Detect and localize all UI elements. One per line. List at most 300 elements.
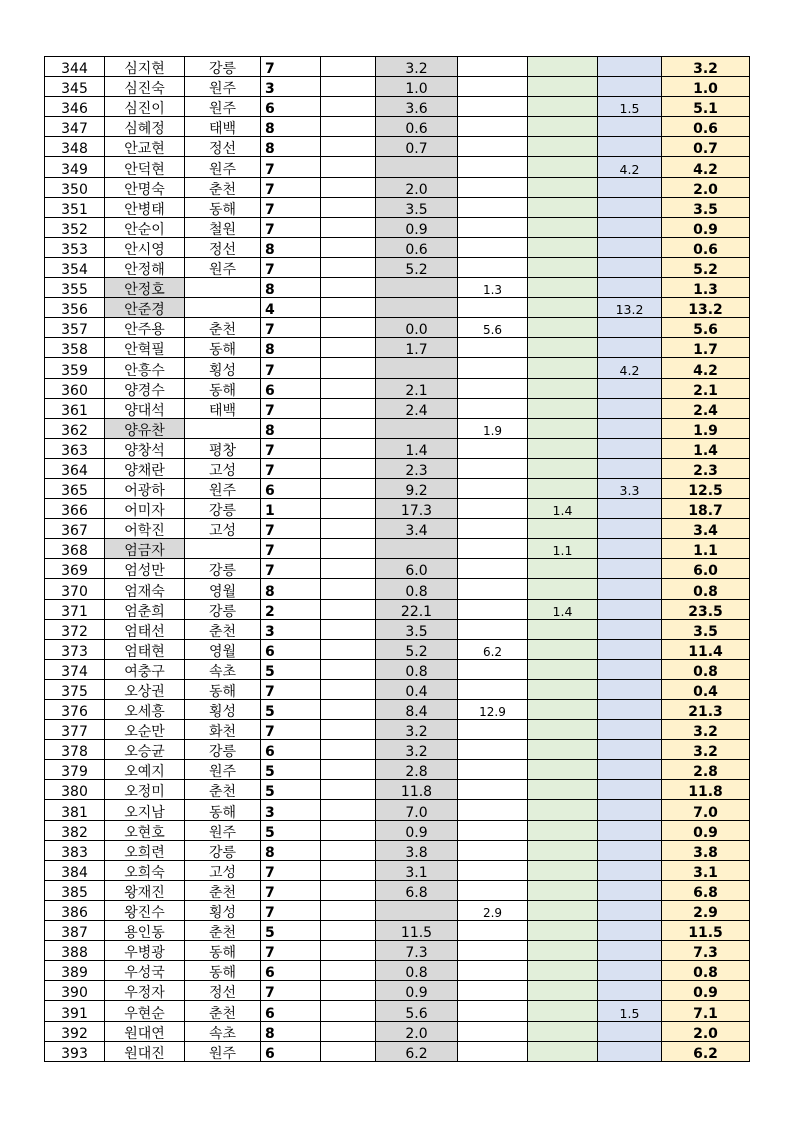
row-number: 347 xyxy=(61,121,88,137)
region-cell xyxy=(185,961,261,981)
table-row xyxy=(45,700,750,720)
value-2-cell xyxy=(458,177,528,197)
total: 4.2 xyxy=(693,161,718,178)
region-cell xyxy=(185,1021,261,1041)
total-cell xyxy=(662,157,750,177)
region-cell xyxy=(185,740,261,760)
table-row xyxy=(45,800,750,820)
value-2-cell xyxy=(458,961,528,981)
value-1-cell xyxy=(376,458,458,478)
total-cell xyxy=(662,1041,750,1061)
region: 동해 xyxy=(208,382,237,399)
region: 동해 xyxy=(208,965,237,981)
total: 7.0 xyxy=(693,804,718,821)
person-name: 안덕현 xyxy=(124,161,165,178)
value-2: 12.9 xyxy=(479,705,506,720)
table-row xyxy=(45,559,750,579)
grade: 8 xyxy=(265,422,275,439)
row-number-cell xyxy=(45,559,105,579)
region: 원주 xyxy=(208,764,237,780)
total: 0.6 xyxy=(693,241,718,258)
total-cell xyxy=(662,438,750,458)
grade-cell xyxy=(261,1001,321,1021)
total-cell xyxy=(662,820,750,840)
person-name: 안병태 xyxy=(124,201,165,218)
grade-cell xyxy=(261,760,321,780)
row-number: 386 xyxy=(61,905,88,921)
grade: 5 xyxy=(265,784,275,800)
total: 11.5 xyxy=(688,925,723,941)
value-1: 2.0 xyxy=(405,1025,428,1042)
person-name: 어광하 xyxy=(124,483,165,499)
value-1: 0.7 xyxy=(405,141,428,157)
value-3-cell xyxy=(528,639,598,659)
person-name: 원대진 xyxy=(124,1045,165,1062)
table-row xyxy=(45,157,750,177)
row-number-cell xyxy=(45,318,105,338)
table-row xyxy=(45,981,750,1001)
region-cell xyxy=(185,679,261,699)
value-1: 3.2 xyxy=(405,61,428,77)
row-number-cell xyxy=(45,800,105,820)
grade-cell xyxy=(261,880,321,900)
value-1-cell xyxy=(376,97,458,117)
total-cell xyxy=(662,981,750,1001)
value-3-cell xyxy=(528,519,598,539)
row-number: 381 xyxy=(61,804,88,821)
total-cell xyxy=(662,860,750,880)
row-number-cell xyxy=(45,961,105,981)
grade-cell xyxy=(261,117,321,137)
region-cell xyxy=(185,659,261,679)
value-3-cell xyxy=(528,559,598,579)
person-name-cell xyxy=(105,237,185,257)
value-1: 0.8 xyxy=(405,583,428,600)
grade-cell xyxy=(261,519,321,539)
person-name-cell xyxy=(105,559,185,579)
grade: 8 xyxy=(265,282,275,298)
region-cell xyxy=(185,57,261,77)
blank-cell-cell xyxy=(321,237,376,257)
person-name: 양대석 xyxy=(124,402,165,419)
person-name-cell xyxy=(105,438,185,458)
value-3-cell xyxy=(528,659,598,679)
region-cell xyxy=(185,478,261,498)
grade: 7 xyxy=(265,462,275,479)
value-1: 17.3 xyxy=(400,503,433,519)
grade: 7 xyxy=(265,523,275,539)
blank-cell-cell xyxy=(321,278,376,298)
person-name-cell xyxy=(105,157,185,177)
value-2-cell xyxy=(458,679,528,699)
value-1: 8.4 xyxy=(405,704,428,720)
value-2-cell xyxy=(458,740,528,760)
person-name-cell xyxy=(105,961,185,981)
region: 동해 xyxy=(208,342,237,358)
value-4-cell xyxy=(598,539,662,559)
region: 원주 xyxy=(208,262,237,278)
value-1-cell xyxy=(376,740,458,760)
value-1-cell xyxy=(376,217,458,237)
value-1-cell xyxy=(376,499,458,519)
person-name: 안주용 xyxy=(124,322,165,338)
value-2-cell xyxy=(458,298,528,318)
person-name: 우정자 xyxy=(124,985,165,1001)
blank-cell-cell xyxy=(321,478,376,498)
value-3-cell xyxy=(528,257,598,277)
value-3-cell xyxy=(528,318,598,338)
region-cell xyxy=(185,820,261,840)
grade: 7 xyxy=(265,201,275,218)
blank-cell-cell xyxy=(321,157,376,177)
blank-cell-cell xyxy=(321,941,376,961)
value-3-cell xyxy=(528,720,598,740)
total: 0.9 xyxy=(693,221,718,238)
person-name-cell xyxy=(105,840,185,860)
value-2-cell xyxy=(458,1041,528,1061)
value-4-cell xyxy=(598,720,662,740)
total-cell xyxy=(662,57,750,77)
grade: 5 xyxy=(265,925,275,941)
table-row xyxy=(45,639,750,659)
total: 11.4 xyxy=(688,643,723,660)
value-1-cell xyxy=(376,820,458,840)
row-number-cell xyxy=(45,639,105,659)
table-row xyxy=(45,740,750,760)
value-1: 0.9 xyxy=(405,824,428,841)
grade-cell xyxy=(261,217,321,237)
row-number: 379 xyxy=(61,764,88,780)
value-1-cell xyxy=(376,1041,458,1061)
grade: 3 xyxy=(265,81,275,97)
value-3-cell xyxy=(528,499,598,519)
value-2-cell xyxy=(458,880,528,900)
person-name-cell xyxy=(105,318,185,338)
value-3-cell xyxy=(528,97,598,117)
person-name-cell xyxy=(105,117,185,137)
person-name-cell xyxy=(105,1041,185,1061)
blank-cell-cell xyxy=(321,298,376,318)
total-cell xyxy=(662,539,750,559)
region: 고성 xyxy=(208,523,237,539)
region-cell xyxy=(185,458,261,478)
value-4-cell xyxy=(598,921,662,941)
total-cell xyxy=(662,197,750,217)
value-1: 3.5 xyxy=(405,623,428,640)
person-name-cell xyxy=(105,860,185,880)
value-4-cell xyxy=(598,499,662,519)
region: 강릉 xyxy=(208,503,237,519)
value-3-cell xyxy=(528,860,598,880)
blank-cell-cell xyxy=(321,358,376,378)
person-name: 여충구 xyxy=(124,663,165,680)
grade: 6 xyxy=(265,483,275,499)
value-1-cell xyxy=(376,941,458,961)
value-1: 0.9 xyxy=(405,221,428,238)
value-3-cell xyxy=(528,599,598,619)
value-3-cell xyxy=(528,117,598,137)
blank-cell-cell xyxy=(321,438,376,458)
value-1: 5.2 xyxy=(405,643,428,660)
value-1: 5.2 xyxy=(405,262,428,278)
region-cell xyxy=(185,418,261,438)
row-number-cell xyxy=(45,740,105,760)
person-name-cell xyxy=(105,77,185,97)
value-3-cell xyxy=(528,780,598,800)
grade: 5 xyxy=(265,704,275,720)
total-cell xyxy=(662,840,750,860)
row-number-cell xyxy=(45,619,105,639)
grade: 7 xyxy=(265,724,275,740)
blank-cell-cell xyxy=(321,961,376,981)
person-name-cell xyxy=(105,981,185,1001)
region: 속초 xyxy=(208,1025,237,1042)
value-4-cell xyxy=(598,298,662,318)
value-4: 3.3 xyxy=(619,483,640,499)
row-number-cell xyxy=(45,941,105,961)
blank-cell-cell xyxy=(321,900,376,920)
value-3-cell xyxy=(528,217,598,237)
value-3-cell xyxy=(528,237,598,257)
value-2-cell xyxy=(458,800,528,820)
table-row xyxy=(45,599,750,619)
value-4-cell xyxy=(598,438,662,458)
value-1-cell xyxy=(376,659,458,679)
value-2-cell xyxy=(458,941,528,961)
region: 태백 xyxy=(208,121,237,137)
value-2-cell xyxy=(458,318,528,338)
value-1-cell xyxy=(376,559,458,579)
value-2-cell xyxy=(458,97,528,117)
total-cell xyxy=(662,458,750,478)
region: 강릉 xyxy=(208,844,237,861)
blank-cell-cell xyxy=(321,217,376,237)
person-name-cell xyxy=(105,619,185,639)
blank-cell-cell xyxy=(321,700,376,720)
total: 3.8 xyxy=(693,844,718,861)
person-name-cell xyxy=(105,880,185,900)
region-cell xyxy=(185,519,261,539)
grade: 1 xyxy=(265,503,275,519)
table-row xyxy=(45,499,750,519)
blank-cell-cell xyxy=(321,318,376,338)
value-4-cell xyxy=(598,599,662,619)
value-3-cell xyxy=(528,137,598,157)
table-row xyxy=(45,820,750,840)
total: 0.7 xyxy=(693,141,718,157)
region: 강릉 xyxy=(208,61,237,77)
total-cell xyxy=(662,278,750,298)
person-name-cell xyxy=(105,57,185,77)
value-1-cell xyxy=(376,197,458,217)
person-name: 심지현 xyxy=(124,61,165,77)
region-cell xyxy=(185,1001,261,1021)
value-4-cell xyxy=(598,559,662,579)
table-row xyxy=(45,619,750,639)
row-number-cell xyxy=(45,659,105,679)
value-2-cell xyxy=(458,700,528,720)
table-row xyxy=(45,840,750,860)
value-2-cell xyxy=(458,278,528,298)
value-2-cell xyxy=(458,117,528,137)
table-row xyxy=(45,1021,750,1041)
region-cell xyxy=(185,639,261,659)
grade: 8 xyxy=(265,121,275,137)
value-4-cell xyxy=(598,1001,662,1021)
blank-cell-cell xyxy=(321,559,376,579)
value-1: 11.5 xyxy=(400,925,433,941)
row-number: 389 xyxy=(61,965,88,981)
region-cell xyxy=(185,237,261,257)
value-3-cell xyxy=(528,77,598,97)
row-number: 361 xyxy=(61,402,88,419)
value-1-cell xyxy=(376,760,458,780)
value-1: 2.8 xyxy=(405,764,428,780)
value-1-cell xyxy=(376,478,458,498)
value-1: 22.1 xyxy=(400,603,433,620)
value-1-cell xyxy=(376,318,458,338)
grade: 5 xyxy=(265,663,275,680)
value-4-cell xyxy=(598,318,662,338)
region: 동해 xyxy=(208,201,237,218)
value-3-cell xyxy=(528,157,598,177)
value-1-cell xyxy=(376,1021,458,1041)
person-name: 오희숙 xyxy=(124,864,165,881)
value-3-cell xyxy=(528,961,598,981)
grade: 5 xyxy=(265,764,275,780)
table-row xyxy=(45,237,750,257)
table-row xyxy=(45,278,750,298)
value-2-cell xyxy=(458,197,528,217)
total: 0.9 xyxy=(693,824,718,841)
grade: 6 xyxy=(265,101,275,117)
person-name-cell xyxy=(105,800,185,820)
value-1: 7.3 xyxy=(405,945,428,961)
value-1: 6.8 xyxy=(405,884,428,901)
blank-cell-cell xyxy=(321,77,376,97)
region-cell xyxy=(185,720,261,740)
value-1-cell xyxy=(376,720,458,740)
row-number: 349 xyxy=(61,161,88,178)
blank-cell-cell xyxy=(321,458,376,478)
value-2-cell xyxy=(458,1021,528,1041)
value-2-cell xyxy=(458,217,528,237)
region-cell xyxy=(185,137,261,157)
region-cell xyxy=(185,599,261,619)
blank-cell-cell xyxy=(321,619,376,639)
value-3-cell xyxy=(528,398,598,418)
person-name: 안정해 xyxy=(124,262,165,278)
region-cell xyxy=(185,257,261,277)
person-name: 안흥수 xyxy=(124,362,165,378)
value-3-cell xyxy=(528,921,598,941)
person-name: 엄금자 xyxy=(124,543,165,559)
grade: 8 xyxy=(265,583,275,600)
total-cell xyxy=(662,720,750,740)
value-3-cell xyxy=(528,278,598,298)
person-name: 오희련 xyxy=(124,844,165,861)
total: 4.2 xyxy=(693,362,718,378)
region-cell xyxy=(185,197,261,217)
row-number: 354 xyxy=(61,262,88,278)
blank-cell-cell xyxy=(321,378,376,398)
table-row xyxy=(45,519,750,539)
value-1-cell xyxy=(376,77,458,97)
value-2: 2.9 xyxy=(482,906,503,921)
value-1-cell xyxy=(376,177,458,197)
person-name-cell xyxy=(105,177,185,197)
row-number-cell xyxy=(45,77,105,97)
region: 원주 xyxy=(208,101,237,117)
region-cell xyxy=(185,97,261,117)
person-name: 양유찬 xyxy=(124,422,165,439)
value-2-cell xyxy=(458,639,528,659)
region-cell xyxy=(185,398,261,418)
region: 동해 xyxy=(208,945,237,961)
person-name: 안혁필 xyxy=(124,342,165,358)
row-number-cell xyxy=(45,278,105,298)
value-1-cell xyxy=(376,599,458,619)
grade-cell xyxy=(261,659,321,679)
table-row xyxy=(45,760,750,780)
table-row xyxy=(45,398,750,418)
grade-cell xyxy=(261,298,321,318)
row-number-cell xyxy=(45,599,105,619)
total: 0.6 xyxy=(693,121,718,137)
value-1-cell xyxy=(376,619,458,639)
person-name-cell xyxy=(105,137,185,157)
total-cell xyxy=(662,740,750,760)
value-4: 13.2 xyxy=(615,302,644,318)
row-number-cell xyxy=(45,760,105,780)
person-name: 양창석 xyxy=(124,442,165,459)
total: 3.5 xyxy=(693,623,718,640)
row-number: 357 xyxy=(61,322,88,338)
total: 2.4 xyxy=(693,402,718,419)
region: 고성 xyxy=(208,462,237,479)
table-row xyxy=(45,720,750,740)
total-cell xyxy=(662,760,750,780)
grade: 6 xyxy=(265,965,275,981)
row-number: 348 xyxy=(61,141,88,157)
value-4: 1.5 xyxy=(619,1005,640,1021)
value-1: 3.6 xyxy=(405,101,428,117)
grade-cell xyxy=(261,579,321,599)
value-1-cell xyxy=(376,679,458,699)
value-4-cell xyxy=(598,97,662,117)
value-4-cell xyxy=(598,57,662,77)
grade: 7 xyxy=(265,905,275,921)
row-number-cell xyxy=(45,177,105,197)
region-cell xyxy=(185,579,261,599)
total-cell xyxy=(662,378,750,398)
blank-cell-cell xyxy=(321,1001,376,1021)
grade: 8 xyxy=(265,241,275,258)
value-4-cell xyxy=(598,257,662,277)
region-cell xyxy=(185,800,261,820)
person-name-cell xyxy=(105,599,185,619)
grade-cell xyxy=(261,137,321,157)
value-3-cell xyxy=(528,358,598,378)
grade-cell xyxy=(261,921,321,941)
total-cell xyxy=(662,97,750,117)
grade: 6 xyxy=(265,643,275,660)
person-name: 안명숙 xyxy=(124,181,165,198)
value-1-cell xyxy=(376,418,458,438)
grade-cell xyxy=(261,197,321,217)
person-name-cell xyxy=(105,378,185,398)
table-row xyxy=(45,679,750,699)
